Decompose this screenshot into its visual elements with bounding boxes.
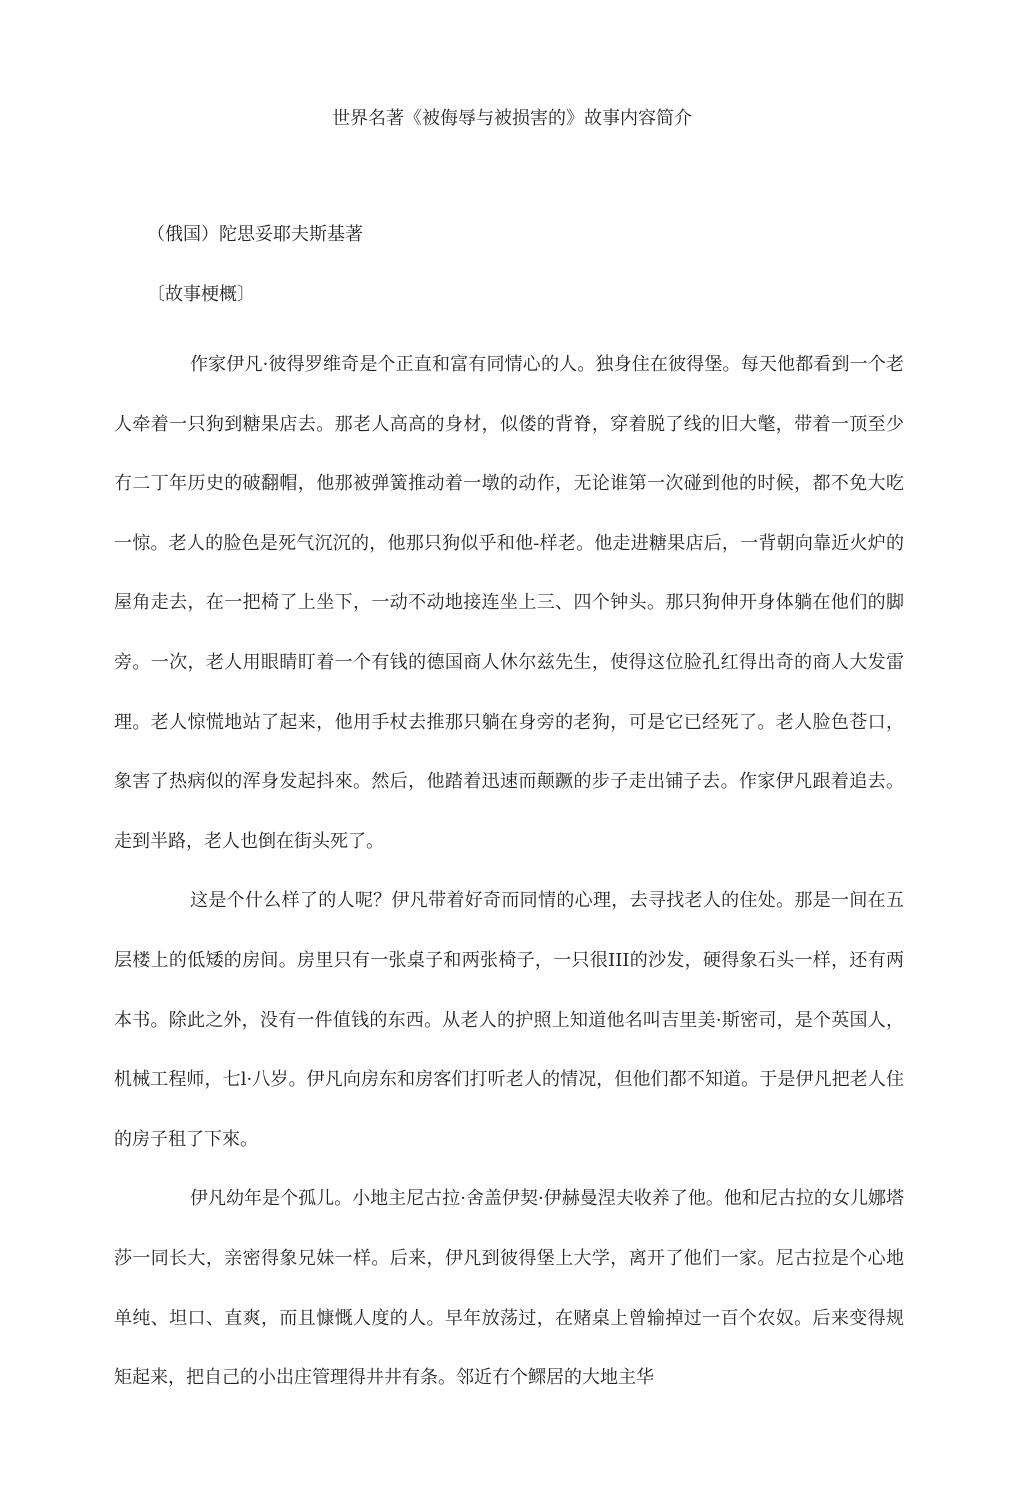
document-title: 世界名著《被侮辱与被损害的》故事内容简介 [332,108,692,129]
paragraph: 这是个什么样了的人呢？伊凡带着好奇而同情的心理，去寻找老人的住处。那是一间在五层楼上的低矮的房间。房里只有一张桌子和两张椅子，一只很III的沙发，硬得象石头一样，还有两本书。除此之外，没有一件值钱的东西。从老人的护照上知道他名叫吉里美·斯密司，是个英国人，机械工程师，七l·八岁。伊凡向房东和房客们打听老人的情况，但他们都不知道。于是伊凡把老人住的房子租了下來。 [114,890,904,1150]
paragraph: 作家伊凡·彼得罗维奇是个正直和富有同情心的人。独身住在彼得堡。每天他都看到一个老人牵着一只狗到糖果店去。那老人高高的身材，似偻的背脊，穿着脱了线的旧大氅，带着一顶至少冇二丁年历史的破翻帽，他那被弹簧推动着一墩的动作，无论谁第一次碰到他的时候，都不免大吃一惊。老人的脸色是死气沉沉的，他那只狗似乎和他-样老。他走进糖果店后，一背朝向靠近火炉的屋角走去，在一把椅了上坐下，一动不动地接连坐上三、四个钟头。那只狗伸开身体躺在他们的脚旁。一次，老人用眼睛盯着一个有钱的德国商人休尔兹先生，使得这位脸孔红得出奇的商人大发雷理。老人惊慌地站了起来，他用手杖去推那只躺在身旁的老狗，可是它已经死了。老人脸色苍口，象害了热病似的浑身发起抖來。然后，他踏着迅速而颠蹶的步子走出铺子去。作家伊凡跟着追去。走到半路，老人也倒在街头死了。 [114,354,904,852]
section-heading: 〔故事梗概〕 [147,284,255,305]
body-text [114,335,904,1408]
paragraph: 伊凡幼年是个孤儿。小地主尼古拉·舍盖伊契·伊赫曼涅夫收养了他。他和尼古拉的女儿娜塔莎一同长大，亲密得象兄妹一样。后来，伊凡到彼得堡上大学，离开了他们一家。尼古拉是个心地单纯、坦口、直爽，而且慷慨人度的人。早年放荡过，在赌桌上曾输掉过一百个农奴。后来变得规矩起来，把自己的小岀庄管理得井井有条。邻近冇个鳏居的大地主华 [114,1188,904,1389]
author-line: （俄国）陀思妥耶夫斯基著 [147,224,363,245]
